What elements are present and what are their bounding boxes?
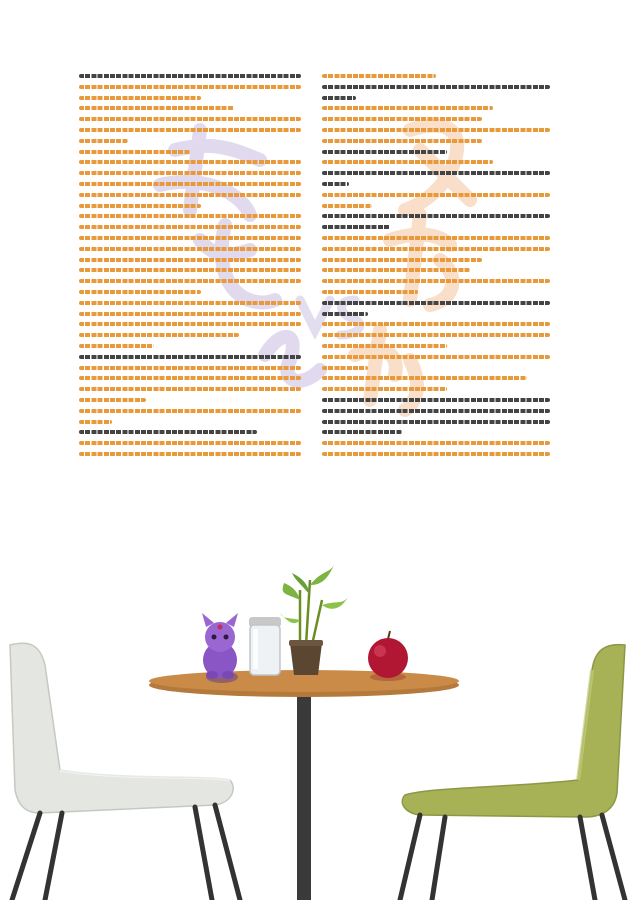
text-line-mimiru <box>322 74 436 78</box>
text-line-nanahira <box>79 247 301 251</box>
text-line-nanahira <box>79 258 301 262</box>
interview-column-left <box>79 74 301 456</box>
text-line-question <box>322 96 356 100</box>
text-line-nanahira <box>322 290 418 294</box>
text-line-mimiru <box>79 204 201 208</box>
text-line-question <box>79 430 257 434</box>
text-line-mimiru <box>322 387 447 391</box>
text-line-mimiru <box>79 366 301 370</box>
text-line-nanahira <box>322 322 550 326</box>
text-line-mimiru <box>79 268 301 272</box>
text-line-question <box>322 150 447 154</box>
text-line-mimiru <box>79 376 301 380</box>
text-line-mimiru <box>79 171 301 175</box>
text-line-question <box>322 398 550 402</box>
text-line-mimiru <box>79 452 301 456</box>
text-line-mimiru <box>79 96 201 100</box>
text-line-mimiru <box>79 441 301 445</box>
text-line-nanahira <box>322 139 482 143</box>
purple-cat-plush-icon <box>202 613 238 683</box>
text-line-nanahira <box>322 128 550 132</box>
text-line-question <box>322 225 390 229</box>
text-line-nanahira <box>322 247 550 251</box>
text-line-nanahira <box>79 312 301 316</box>
text-line-nanahira <box>79 225 301 229</box>
bamboo-plant-icon <box>280 565 348 675</box>
text-line-mimiru <box>322 452 550 456</box>
text-line-question <box>322 214 550 218</box>
text-line-mimiru <box>79 290 201 294</box>
text-line-mimiru <box>79 117 301 121</box>
text-line-mimiru <box>79 333 239 337</box>
text-line-nanahira <box>79 236 301 240</box>
text-line-nanahira <box>322 106 493 110</box>
text-line-mimiru <box>79 139 128 143</box>
text-line-nanahira <box>322 344 447 348</box>
text-line-mimiru <box>322 355 550 359</box>
text-line-nanahira <box>79 344 154 348</box>
text-line-question <box>322 312 368 316</box>
text-line-nanahira <box>322 204 372 208</box>
text-line-nanahira <box>322 236 550 240</box>
text-line-mimiru <box>79 182 301 186</box>
text-line-mimiru <box>79 398 146 402</box>
text-line-mimiru <box>322 268 470 272</box>
text-line-mimiru <box>79 85 301 89</box>
text-line-mimiru <box>79 128 301 132</box>
text-line-mimiru <box>322 441 550 445</box>
text-line-question <box>322 409 550 413</box>
text-line-question <box>322 430 402 434</box>
text-line-mimiru <box>322 117 482 121</box>
text-line-nanahira <box>79 301 301 305</box>
text-line-nanahira <box>322 376 527 380</box>
text-line-mimiru <box>79 387 301 391</box>
text-line-nanahira <box>79 409 301 413</box>
text-line-nanahira <box>79 322 301 326</box>
glass-sugar-shaker-icon <box>249 617 281 675</box>
text-line-question <box>322 171 550 175</box>
text-line-mimiru <box>322 366 368 370</box>
text-line-nanahira <box>79 150 190 154</box>
interview-column-right <box>322 74 550 456</box>
text-line-nanahira <box>322 160 493 164</box>
text-line-mimiru <box>79 193 301 197</box>
text-line-question <box>322 301 550 305</box>
text-line-nanahira <box>322 279 550 283</box>
text-line-nanahira <box>79 106 234 110</box>
text-line-question <box>322 420 550 424</box>
text-line-nanahira <box>322 193 550 197</box>
cafe-table-scene <box>0 555 632 900</box>
text-line-question <box>79 74 301 78</box>
text-line-question <box>79 355 301 359</box>
text-line-nanahira <box>322 258 482 262</box>
text-line-question <box>322 85 550 89</box>
text-line-nanahira <box>79 420 112 424</box>
text-line-nanahira <box>79 214 301 218</box>
text-line-mimiru <box>79 160 301 164</box>
text-line-mimiru <box>79 279 301 283</box>
text-line-nanahira <box>322 333 550 337</box>
text-line-question <box>322 182 349 186</box>
